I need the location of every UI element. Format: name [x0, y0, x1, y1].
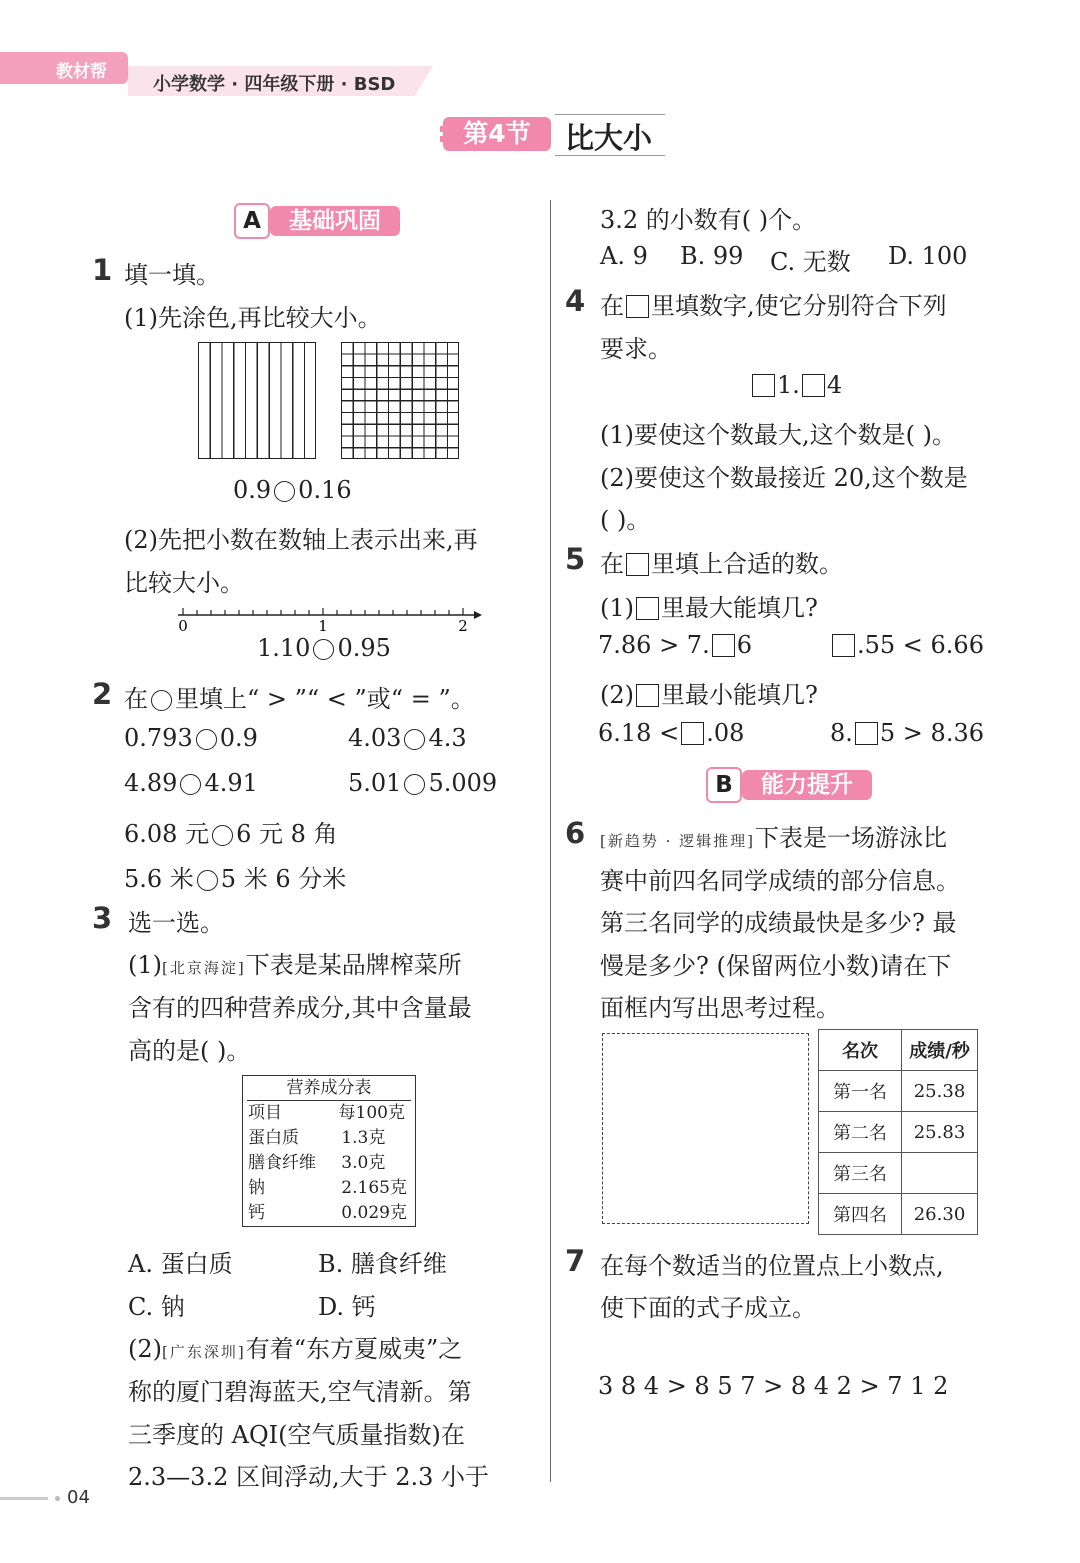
answer-box[interactable]	[832, 634, 855, 657]
q3-option-c[interactable]: C. 钠	[128, 1293, 185, 1321]
source-tag: [北京海淀]	[162, 959, 246, 977]
q4-sub1: (1)要使这个数最大,这个数是( )。	[600, 421, 956, 449]
q3-sub1-line3: 高的是( )。	[128, 1037, 251, 1065]
q1-sub1: (1)先涂色,再比较大小。	[124, 304, 382, 332]
q2-item-6: 5.6 米 5 米 6 分米	[124, 865, 347, 893]
q6-line3: 第三名同学的成绩最快是多少? 最	[600, 909, 957, 937]
q4-sub2-line2: ( )。	[600, 506, 651, 534]
q6-line2: 赛中前四名同学成绩的部分信息。	[600, 867, 960, 895]
section-label: 第4节	[443, 117, 551, 151]
q5-expr-2: .55 < 6.66	[830, 631, 984, 659]
q5-sub2: (2) 里最小能填几?	[600, 681, 818, 709]
q7-line2: 使下面的式子成立。	[600, 1294, 816, 1322]
q5-expr-3: 6.18 < .08	[598, 719, 745, 747]
hundredths-grid	[341, 342, 459, 459]
q6-line4: 慢是多少? (保留两位小数)请在下	[600, 952, 952, 980]
nutrition-head-amount: 每100克	[338, 1103, 405, 1123]
box-symbol	[636, 597, 659, 620]
q3-sub2-option-c[interactable]: C. 无数	[770, 248, 851, 276]
answer-circle[interactable]	[180, 774, 201, 795]
q3-option-b[interactable]: B. 膳食纤维	[318, 1250, 447, 1278]
nutrition-row-name: 膳食纤维	[248, 1153, 316, 1173]
q3-number: 3	[92, 901, 113, 935]
q7-line1: 在每个数适当的位置点上小数点,	[600, 1252, 944, 1280]
q1-sub2-line2: 比较大小。	[124, 569, 244, 597]
answer-circle[interactable]	[197, 870, 218, 891]
axis-label-0: 0	[178, 617, 188, 635]
circle-symbol	[151, 690, 172, 711]
q3-sub2-option-b[interactable]: B. 99	[680, 242, 744, 270]
score-rank: 第二名	[819, 1112, 902, 1153]
q2-item-2: 4.03 4.3	[348, 724, 467, 752]
q5-number: 5	[565, 542, 586, 576]
score-time-blank[interactable]	[902, 1153, 978, 1194]
nutrition-head-item: 项目	[248, 1103, 282, 1123]
part-a-letter: A	[234, 203, 270, 239]
column-divider	[550, 200, 551, 1482]
answer-circle[interactable]	[404, 774, 425, 795]
box-symbol	[636, 684, 659, 707]
q3-sub2-option-a[interactable]: A. 9	[600, 242, 648, 270]
q5-sub1: (1) 里最大能填几?	[600, 594, 818, 622]
q7-expression[interactable]: 3 8 4 > 8 5 7 > 8 4 2 > 7 1 2	[598, 1372, 949, 1400]
q6-line5: 面框内写出思考过程。	[600, 994, 840, 1022]
part-a-title: 基础巩固	[270, 206, 400, 236]
answer-box[interactable]	[681, 722, 704, 745]
answer-box[interactable]	[802, 374, 825, 397]
box-symbol	[626, 553, 649, 576]
q2-item-4: 5.01 5.009	[348, 769, 498, 797]
nutrition-row-value: 3.0克	[341, 1153, 386, 1173]
answer-box[interactable]	[712, 634, 735, 657]
q6-number: 6	[565, 816, 586, 850]
score-rank: 第四名	[819, 1194, 902, 1235]
q6-line1: [新趋势 · 逻辑推理]下表是一场游泳比	[600, 824, 948, 852]
q1-number: 1	[92, 253, 113, 287]
nutrition-table-title: 营养成分表	[247, 1076, 411, 1101]
answer-box-dashed[interactable]	[602, 1033, 809, 1224]
q3-stem: 选一选。	[128, 909, 224, 937]
q5-expr-1: 7.86 > 7. 6	[598, 631, 752, 659]
answer-circle[interactable]	[196, 729, 217, 750]
q2-number: 2	[92, 677, 113, 711]
score-time: 25.38	[902, 1071, 978, 1112]
q3-sub2-line3: 三季度的 AQI(空气质量指数)在	[128, 1421, 465, 1449]
q3-option-a[interactable]: A. 蛋白质	[128, 1250, 233, 1278]
q3-sub1-line2: 含有的四种营养成分,其中含量最	[128, 994, 472, 1022]
source-tag: [新趋势 · 逻辑推理]	[600, 832, 756, 850]
q3-sub2-line4: 2.3—3.2 区间浮动,大于 2.3 小于	[128, 1463, 490, 1491]
q1-compare-1: 0.9 0.16	[233, 476, 352, 504]
nutrition-row-name: 钙	[248, 1203, 265, 1223]
q7-number: 7	[565, 1244, 586, 1278]
nutrition-row-value: 0.029克	[341, 1203, 407, 1223]
q3-option-d[interactable]: D. 钙	[318, 1293, 376, 1321]
q3-sub2-line2: 称的厦门碧海蓝天,空气清新。第	[128, 1378, 472, 1406]
answer-circle[interactable]	[404, 729, 425, 750]
q2-item-5: 6.08 元 6 元 8 角	[124, 820, 338, 848]
q5-stem: 在 里填上合适的数。	[600, 550, 843, 578]
nutrition-row-name: 蛋白质	[248, 1128, 299, 1148]
q5-expr-4: 8. 5 > 8.36	[830, 719, 984, 747]
score-time: 25.83	[902, 1112, 978, 1153]
score-rank: 第三名	[819, 1153, 902, 1194]
q2-item-3: 4.89 4.91	[124, 769, 258, 797]
part-b-title: 能力提升	[742, 770, 872, 800]
q3-sub2-line5: 3.2 的小数有( )个。	[600, 206, 817, 234]
q1-stem: 填一填。	[124, 261, 220, 289]
q4-line1: 在 里填数字,使它分别符合下列	[600, 292, 947, 320]
answer-box[interactable]	[855, 722, 878, 745]
score-rank: 第一名	[819, 1071, 902, 1112]
section-title: 比大小	[565, 121, 653, 155]
answer-circle[interactable]	[212, 825, 233, 846]
q2-stem: 在 里填上“ > ”“ < ”或“ = ”。	[124, 685, 475, 713]
axis-label-2: 2	[458, 617, 468, 635]
score-head-time: 成绩/秒	[902, 1030, 978, 1071]
q4-line2: 要求。	[600, 335, 672, 363]
header-subtitle: 小学数学 · 四年级下册 · BSD	[153, 74, 396, 95]
q4-number: 4	[565, 284, 586, 318]
q4-sub2-line1: (2)要使这个数最接近 20,这个数是	[600, 464, 968, 492]
q1-compare-2: 1.10 0.95	[257, 634, 391, 662]
score-time: 26.30	[902, 1194, 978, 1235]
tenths-grid	[198, 342, 316, 459]
q4-number-template: 1. 4	[750, 371, 842, 399]
answer-circle[interactable]	[274, 481, 295, 502]
answer-box[interactable]	[752, 374, 775, 397]
q3-sub2-option-d[interactable]: D. 100	[888, 242, 968, 270]
footer-rule	[0, 1497, 48, 1500]
page-number: 04	[67, 1487, 90, 1508]
swim-score-table	[818, 1029, 978, 1235]
box-symbol	[626, 295, 649, 318]
nutrition-row-name: 钠	[248, 1178, 265, 1198]
number-line[interactable]	[170, 604, 490, 636]
nutrition-row-value: 1.3克	[341, 1128, 386, 1148]
footer-dot	[55, 1496, 60, 1501]
axis-label-1: 1	[318, 617, 328, 635]
part-b-letter: B	[706, 767, 742, 803]
score-head-rank: 名次	[819, 1030, 902, 1071]
header-brand: 教材帮	[56, 62, 107, 82]
answer-circle[interactable]	[313, 639, 334, 660]
q2-item-1: 0.793 0.9	[124, 724, 258, 752]
q3-sub2-line1: (2)[广东深圳]有着“东方夏威夷”之	[128, 1335, 463, 1363]
nutrition-row-value: 2.165克	[341, 1178, 407, 1198]
section-label-dash	[440, 126, 451, 142]
q3-sub1-line1: (1)[北京海淀]下表是某品牌榨菜所	[128, 951, 462, 979]
q1-sub2-line1: (2)先把小数在数轴上表示出来,再	[124, 526, 478, 554]
nutrition-table	[242, 1075, 416, 1227]
section-title-frame	[555, 114, 665, 156]
source-tag: [广东深圳]	[162, 1343, 246, 1361]
